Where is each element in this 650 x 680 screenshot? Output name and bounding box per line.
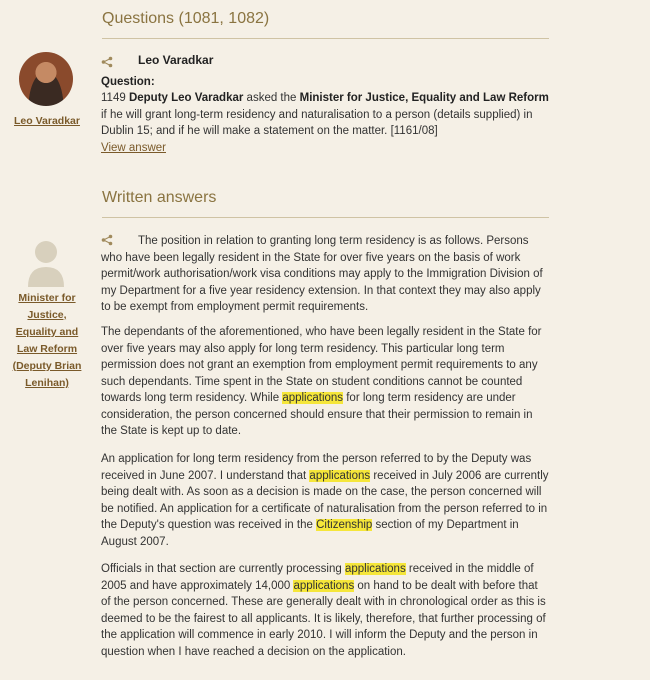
search-highlight: applications xyxy=(309,469,371,482)
minister-link-line[interactable]: (Deputy Brian xyxy=(12,360,82,372)
share-icon[interactable] xyxy=(101,56,113,68)
question-deputy: Deputy Leo Varadkar xyxy=(128,92,244,104)
answer-text: on hand to be dealt with before that of the person concerned. These are generally dealt with in chronological order as this is deemed to be the fairest to all applicants. It is likely, therefore, that further processing of the application will commence in early 2010. I will inform the Deputy and the person in question when I have reached a decision on the application. xyxy=(101,579,546,658)
answer-paragraph-2 xyxy=(101,324,550,440)
search-highlight: applications xyxy=(282,392,344,404)
answer-text: received in the middle of 2005 and have approximately 14,000 xyxy=(101,563,534,592)
question-body: if he will grant long-term residency and naturalisation to a person (details supplied) in Dublin 15; and if he will make a statement on the matter. [1161/08] xyxy=(101,108,533,137)
speaker-name: Leo Varadkar xyxy=(138,53,214,67)
question-asked: asked the xyxy=(246,92,297,104)
speaker-link[interactable]: Leo Varadkar xyxy=(14,115,80,127)
question-minister: Minister for Justice, Equality and Law Reform xyxy=(299,92,549,104)
question-number: 1149 xyxy=(101,92,126,104)
written-answers-heading: Written answers xyxy=(102,189,217,206)
answer-paragraph-1: The position in relation to granting long term residency is as follows. Persons who have been legally resident in the State for over five years on the basis of work permit/work authorisation/work visa conditions may apply to the Immigration Division of my Department for a five year residency extension. In that context they may also apply to be exempt from employment permit requirements. xyxy=(101,235,543,313)
search-highlight: applications xyxy=(344,563,406,575)
minister-link-line[interactable]: Minister for xyxy=(18,292,76,304)
answer-text: An application for long term residency from the person referred to by the Deputy was received in June 2007. I understand that xyxy=(101,453,532,482)
answer-text: for long term residency are under consideration, the person concerned should ensure that their permission to remain in the State is kept up to date. xyxy=(101,392,533,437)
question-text xyxy=(101,90,549,156)
answer-text: Officials in that section are currently processing xyxy=(101,563,345,575)
minister-link[interactable] xyxy=(8,290,86,392)
person-placeholder-icon[interactable] xyxy=(26,239,66,287)
minister-link-line[interactable]: Equality and xyxy=(15,326,79,338)
question-label: Question: xyxy=(101,76,155,88)
view-answer-link[interactable]: View answer xyxy=(101,141,166,154)
search-highlight: applications xyxy=(293,579,355,592)
answer-paragraph-3 xyxy=(101,451,550,550)
divider xyxy=(102,38,549,39)
minister-link-line[interactable]: Justice, xyxy=(27,309,67,321)
divider xyxy=(102,217,549,218)
search-highlight: Citizenship xyxy=(316,519,373,531)
minister-link-line[interactable]: Lenihan) xyxy=(25,377,69,389)
answer-text: received in July 2006 are currently being dealt with. As soon as a decision is made on the case, the person concerned will be notified. An application for a certificate of naturalisation from the person referred to in the Deputy's question was received in the xyxy=(101,469,549,531)
speaker-avatar[interactable] xyxy=(19,52,73,106)
minister-link-line[interactable]: Law Reform xyxy=(16,343,78,355)
answer-paragraph-4 xyxy=(101,561,550,660)
questions-heading: Questions (1081, 1082) xyxy=(102,10,270,27)
answer-text: section of my Department in August 2007. xyxy=(101,519,519,548)
answer-text: The dependants of the aforementioned, who have been legally resident in the State for over five years may also apply for long term residency. This particular long term permission does not grant an exemption from employment permit requirements to any such dependants. Time spent in the State on student conditions cannot be counted towards long term residency. While xyxy=(101,326,542,404)
